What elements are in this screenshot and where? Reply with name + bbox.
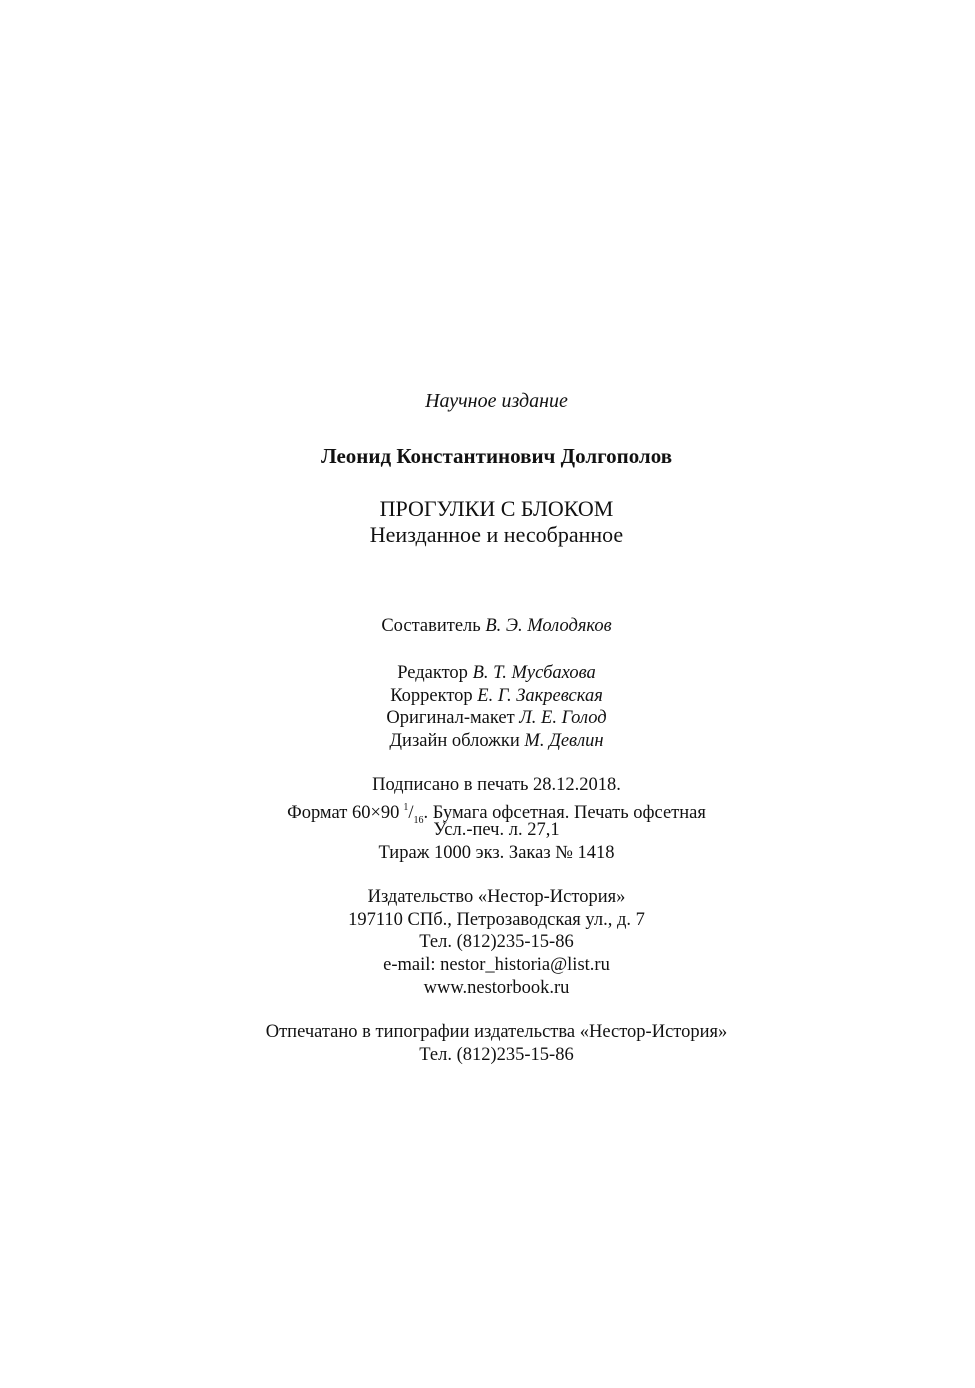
compiler-credit <box>0 617 975 636</box>
printer-note: Отпечатано в типографии издательства «Нестор-История» <box>265 1022 728 1042</box>
staff-role: Корректор <box>390 685 473 706</box>
print-run: Тираж 1000 экз. Заказ № 1418 <box>378 842 615 863</box>
book-title-block <box>0 498 975 546</box>
format-line <box>0 797 975 826</box>
genre-label <box>0 391 975 411</box>
author-name <box>0 446 975 467</box>
staff-person: Л. Е. Голод <box>519 708 607 729</box>
staff-person: М. Девлин <box>524 731 604 752</box>
format-prefix: Формат 60×90 <box>287 802 400 823</box>
staff-role: Редактор <box>397 663 468 683</box>
format-slash: / <box>408 802 414 823</box>
printer-info <box>0 1021 975 1066</box>
signed-date: Подписано в печать 28.12.2018. <box>372 775 621 795</box>
staff-cover-design <box>0 730 975 753</box>
compiler-line <box>0 617 975 636</box>
staff-person: Е. Г. Закревская <box>477 685 603 706</box>
genre-text: Научное издание <box>425 390 568 412</box>
printer-phone: Тел. (812)235-15-86 <box>419 1044 574 1065</box>
book-subtitle: Неизданное и несобранное <box>369 522 624 547</box>
publisher-name: Издательство «Нестор-История» <box>367 887 626 907</box>
author-text: Леонид Константинович Долгополов <box>320 444 673 468</box>
staff-role: Оригинал-макет <box>386 708 515 729</box>
format-denominator: 16 <box>413 814 424 826</box>
publisher-email: e-mail: nestor_historia@list.ru <box>383 955 610 976</box>
staff-layout <box>0 707 975 730</box>
staff-person: В. Т. Мусбахова <box>472 663 596 683</box>
publisher-website: www.nestorbook.ru <box>423 977 570 998</box>
compiler-label: Составитель <box>381 616 481 636</box>
compiler-name: В. Э. Молодяков <box>485 616 612 636</box>
publisher-phone: Тел. (812)235-15-86 <box>419 932 574 953</box>
staff-editor <box>0 662 975 685</box>
staff-credits <box>0 662 975 753</box>
publisher-address: 197110 СПб., Петрозаводская ул., д. 7 <box>348 909 645 930</box>
staff-role: Дизайн обложки <box>389 731 520 752</box>
publisher-info <box>0 886 975 999</box>
staff-proofreader <box>0 685 975 708</box>
format-numerator: 1 <box>403 801 409 813</box>
format-suffix: . Бумага офсетная. Печать офсетная <box>423 802 706 823</box>
book-title: ПРОГУЛКИ С БЛОКОМ <box>379 496 614 521</box>
printed-sheets: Усл.-печ. л. 27,1 <box>433 820 560 840</box>
print-details <box>0 774 975 864</box>
